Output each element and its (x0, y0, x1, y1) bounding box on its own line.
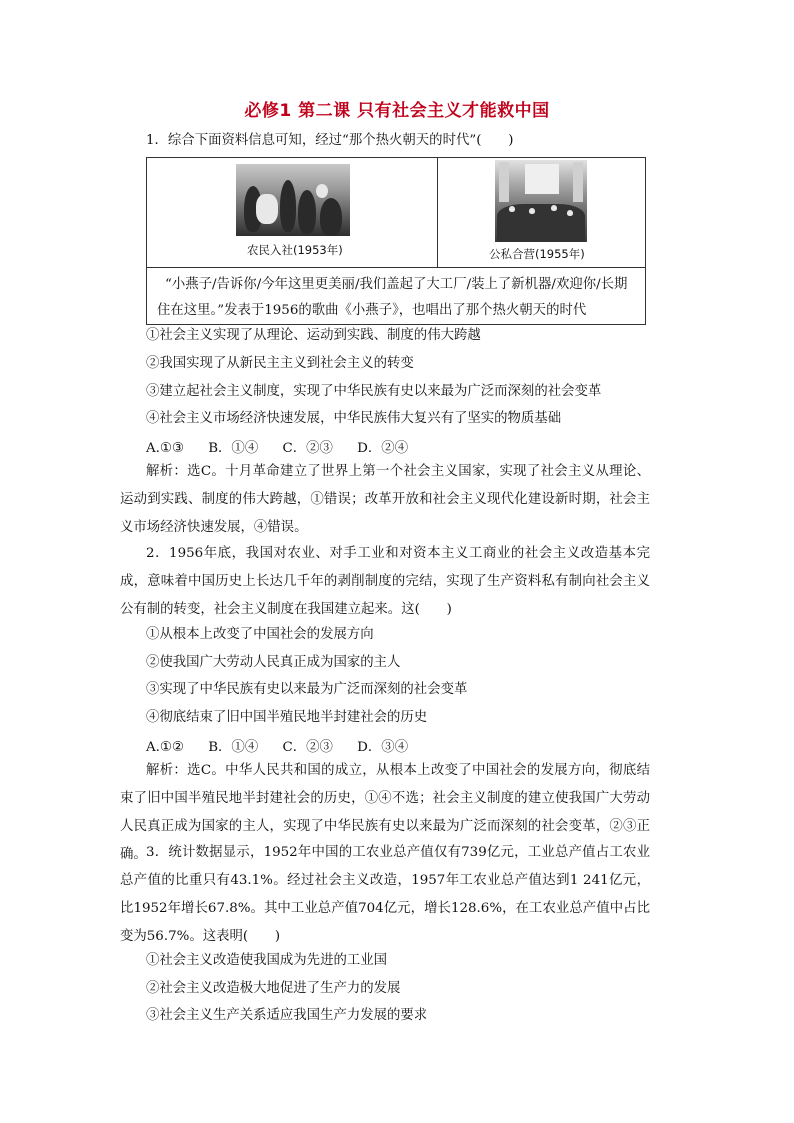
question-2-option-1: ①从根本上改变了中国社会的发展方向 (146, 627, 374, 642)
question-1-option-3: ③建立起社会主义制度，实现了中华民族有史以来最为广泛而深刻的社会变革 (146, 384, 602, 399)
question-2-option-3: ③实现了中华民族有史以来最为广泛而深刻的社会变革 (146, 682, 468, 697)
choice-b: B．①④ (208, 441, 259, 456)
question-2-option-4: ④彻底结束了旧中国半殖民地半封建社会的历史 (146, 710, 428, 725)
choice-d: D．③④ (357, 740, 409, 755)
question-1-option-2: ②我国实现了从新民主主义到社会主义的转变 (146, 356, 414, 371)
question-1-choices (146, 437, 426, 456)
question-3-option-1: ①社会主义改造使我国成为先进的工业国 (146, 953, 388, 968)
question-1-option-4: ④社会主义市场经济快速发展，中华民族伟大复兴有了坚实的物质基础 (146, 411, 562, 426)
question-2-option-2: ②使我国广大劳动人民真正成为国家的主人 (146, 655, 401, 670)
photo-2-caption: 公私合营(1955年) (489, 247, 585, 261)
table-divider-vertical (437, 158, 438, 267)
table-divider-horizontal (147, 267, 645, 268)
choice-a: A.①② (146, 740, 184, 755)
public-private-partnership-photo (495, 160, 587, 242)
photo-1-caption: 农民入社(1953年) (247, 243, 343, 257)
choice-d: D．②④ (357, 441, 409, 456)
question-2-stem: 2．1956年底，我国对农业、对手工业和对资本主义工商业的社会主义改造基本完成，意味着中国历史上长达几千年的剥削制度的完结，实现了生产资料私有制向社会主义公有制的转变，社会主义制度在我国建立起来。这( ) (120, 546, 650, 617)
question-2-choices (146, 736, 426, 755)
question-3-stem: 3．统计数据显示，1952年中国的工农业总产值仅有739亿元，工业总产值占工农业总产值的比重只有43.1%。经过社会主义改造，1957年工农业总产值达到1 241亿元，比1952年增长67.8%。其中工业总产值704亿元，增长128.6%，在工农业总产值中占比变为56.7%。这表明( ) (120, 845, 650, 944)
choice-c: C．②③ (282, 740, 333, 755)
song-quote: “小燕子/告诉你/今年这里更美丽/我们盖起了大工厂/装上了新机器/欢迎你/长期住在这里。”发表于1956的歌曲《小燕子》，也唱出了那个热火朝天的时代 (157, 277, 628, 318)
question-2-analysis: 解析：选C。中华人民共和国的成立，从根本上改变了中国社会的发展方向，彻底结束了旧中国半殖民地半封建社会的历史，①④不选；社会主义制度的建立使我国广大劳动人民真正成为国家的主人，实现了中华民族有史以来最为广泛而深刻的社会变革，②③正确。 (120, 763, 650, 862)
choice-c: C．②③ (282, 441, 333, 456)
page-title: 必修1 第二课 只有社会主义才能救中国 (244, 101, 550, 121)
question-3-option-2: ②社会主义改造极大地促进了生产力的发展 (146, 981, 401, 996)
choice-b: B．①④ (208, 740, 259, 755)
question-1-stem: 1．综合下面资料信息可知，经过“那个热火朝天的时代”( ) (146, 133, 514, 148)
question-3-option-3: ③社会主义生产关系适应我国生产力发展的要求 (146, 1008, 428, 1023)
material-table (146, 157, 646, 325)
question-1-option-1: ①社会主义实现了从理论、运动到实践、制度的伟大跨越 (146, 328, 481, 343)
farmers-cooperative-photo (236, 164, 350, 236)
question-1-analysis: 解析：选C。十月革命建立了世界上第一个社会主义国家，实现了社会主义从理论、运动到实践、制度的伟大跨越，①错误；改革开放和社会主义现代化建设新时期，社会主义市场经济快速发展，④错误。 (120, 464, 650, 535)
choice-a: A.①③ (146, 441, 184, 456)
